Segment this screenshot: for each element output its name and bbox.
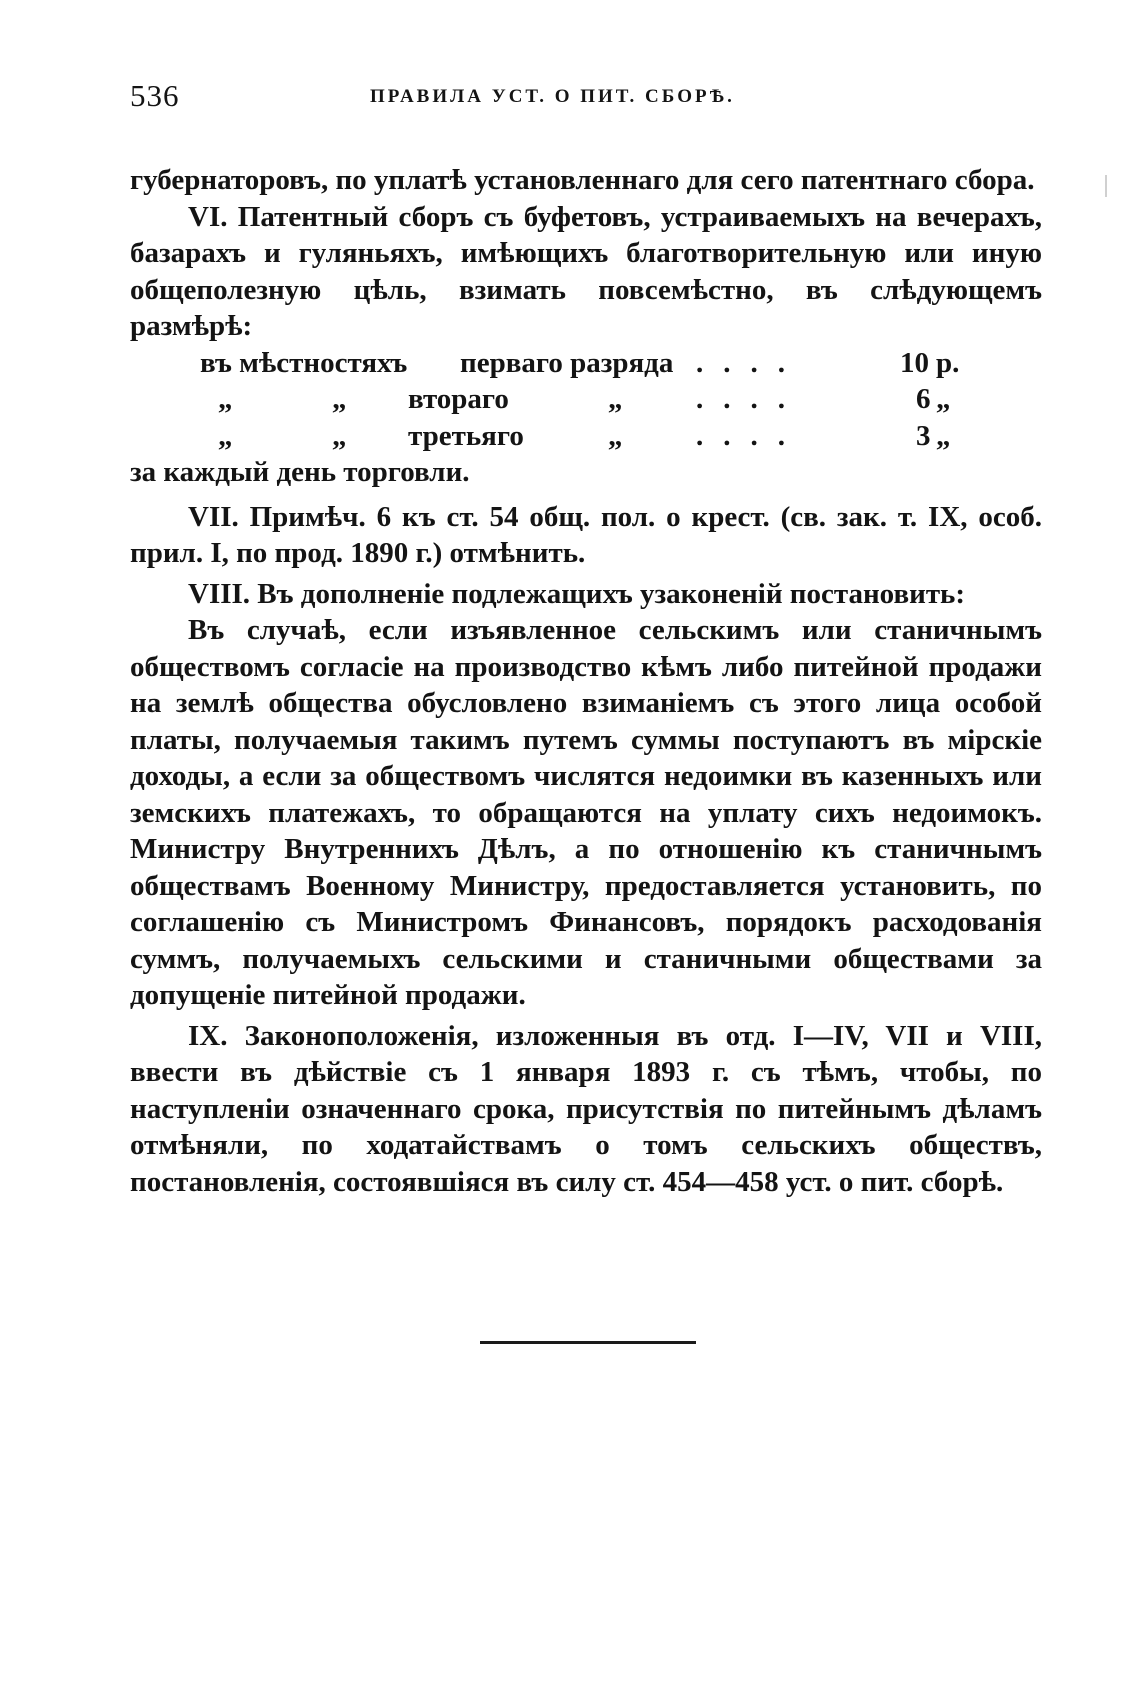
rate-category: третьяго bbox=[408, 419, 524, 452]
rate-leader-dots: .... bbox=[696, 419, 805, 452]
paragraph-vii: VII. Примѣч. 6 къ ст. 54 общ. пол. о крест. (св. зак. т. IX, особ. прил. I, по прод. 1890 г.) отмѣнить. bbox=[130, 500, 1042, 569]
rate-leader-dots: .... bbox=[696, 346, 805, 379]
paragraph-vi: VI. Патентный сборъ съ буфетовъ, устраиваемыхъ на вечерахъ, базарахъ и гуляньяхъ, имѣющихъ благотворительную или иную общеполезную цѣль, взимать повсемѣстно, въ слѣдующемъ размѣрѣ: bbox=[130, 200, 1042, 342]
rate-amount: 10 bbox=[900, 346, 929, 379]
paragraph-viii-body: Въ случаѣ, если изъявленное сельскимъ или станичнымъ обществомъ согласіе на производство кѣмъ либо питейной продажи на землѣ общества обусловлено взиманіемъ съ этого лица особой платы, получаемыя такимъ путемъ суммы поступаютъ въ мірскіе доходы, а если за обществомъ числятся недоимки въ казенныхъ или земскихъ платежахъ, то обращаются на уплату сихъ недоимокъ. Министру Внутреннихъ Дѣлъ, а по отношенію къ станичнымъ обществамъ Военному Министру, предоставляется установить, по соглашенію съ Министромъ Финансовъ, порядокъ расходованія суммъ, получаемыхъ сельскими и станичными обществами за допущеніе питейной продажи. bbox=[130, 614, 1042, 1011]
ditto-mark: „ bbox=[332, 383, 347, 415]
running-title: ПРАВИЛА УСТ. О ПИТ. СБОРѢ. bbox=[370, 86, 735, 107]
rate-row-second bbox=[130, 381, 1042, 418]
body-text bbox=[130, 162, 1042, 1200]
paragraph-viii-heading: VIII. Въ дополненіе подлежащихъ узаконеній постановить: bbox=[188, 577, 966, 610]
ditto-mark: „ bbox=[332, 419, 347, 452]
rate-leader-dots: .... bbox=[696, 383, 805, 415]
ditto-mark: „ bbox=[218, 383, 233, 415]
paragraph-intro: губернаторовъ, по уплатѣ установленнаго для сего патентнаго сбора. bbox=[130, 164, 1035, 196]
ditto-mark: „ bbox=[218, 419, 233, 452]
ditto-mark: „ bbox=[608, 383, 623, 415]
rate-prefix: въ мѣстностяхъ bbox=[200, 346, 408, 379]
rate-category: перваго разряда bbox=[460, 346, 674, 379]
document-page bbox=[130, 70, 1042, 1200]
paragraph-ix: IX. Законоположенія, изложенныя въ отд. I—IV, VII и VIII, ввести въ дѣйствіе съ 1 января 1893 г. съ тѣмъ, чтобы, по наступленіи означеннаго срока, присутствія по питейнымъ дѣламъ отмѣняли, по ходатайствамъ о томъ сельскихъ обществъ, постановленія, состоявшіяся въ силу ст. 454—458 уст. о пит. сборѣ. bbox=[130, 1019, 1042, 1198]
rate-category: втораго bbox=[408, 383, 509, 415]
running-header bbox=[130, 70, 1042, 120]
closing-rule bbox=[480, 1341, 696, 1344]
rate-row-first bbox=[130, 345, 1042, 382]
rate-amount: 6 bbox=[916, 383, 931, 415]
ditto-mark: „ bbox=[608, 419, 623, 452]
rate-unit: „ bbox=[936, 383, 951, 415]
rate-unit: р. bbox=[936, 346, 960, 379]
rate-row-third bbox=[130, 418, 1042, 455]
page-number: 536 bbox=[130, 78, 180, 113]
rate-unit: „ bbox=[936, 419, 951, 452]
rate-amount: 3 bbox=[916, 419, 931, 452]
margin-mark bbox=[1105, 175, 1107, 197]
rates-table bbox=[130, 345, 1042, 455]
paragraph-after-rates: за каждый день торговли. bbox=[130, 456, 470, 488]
